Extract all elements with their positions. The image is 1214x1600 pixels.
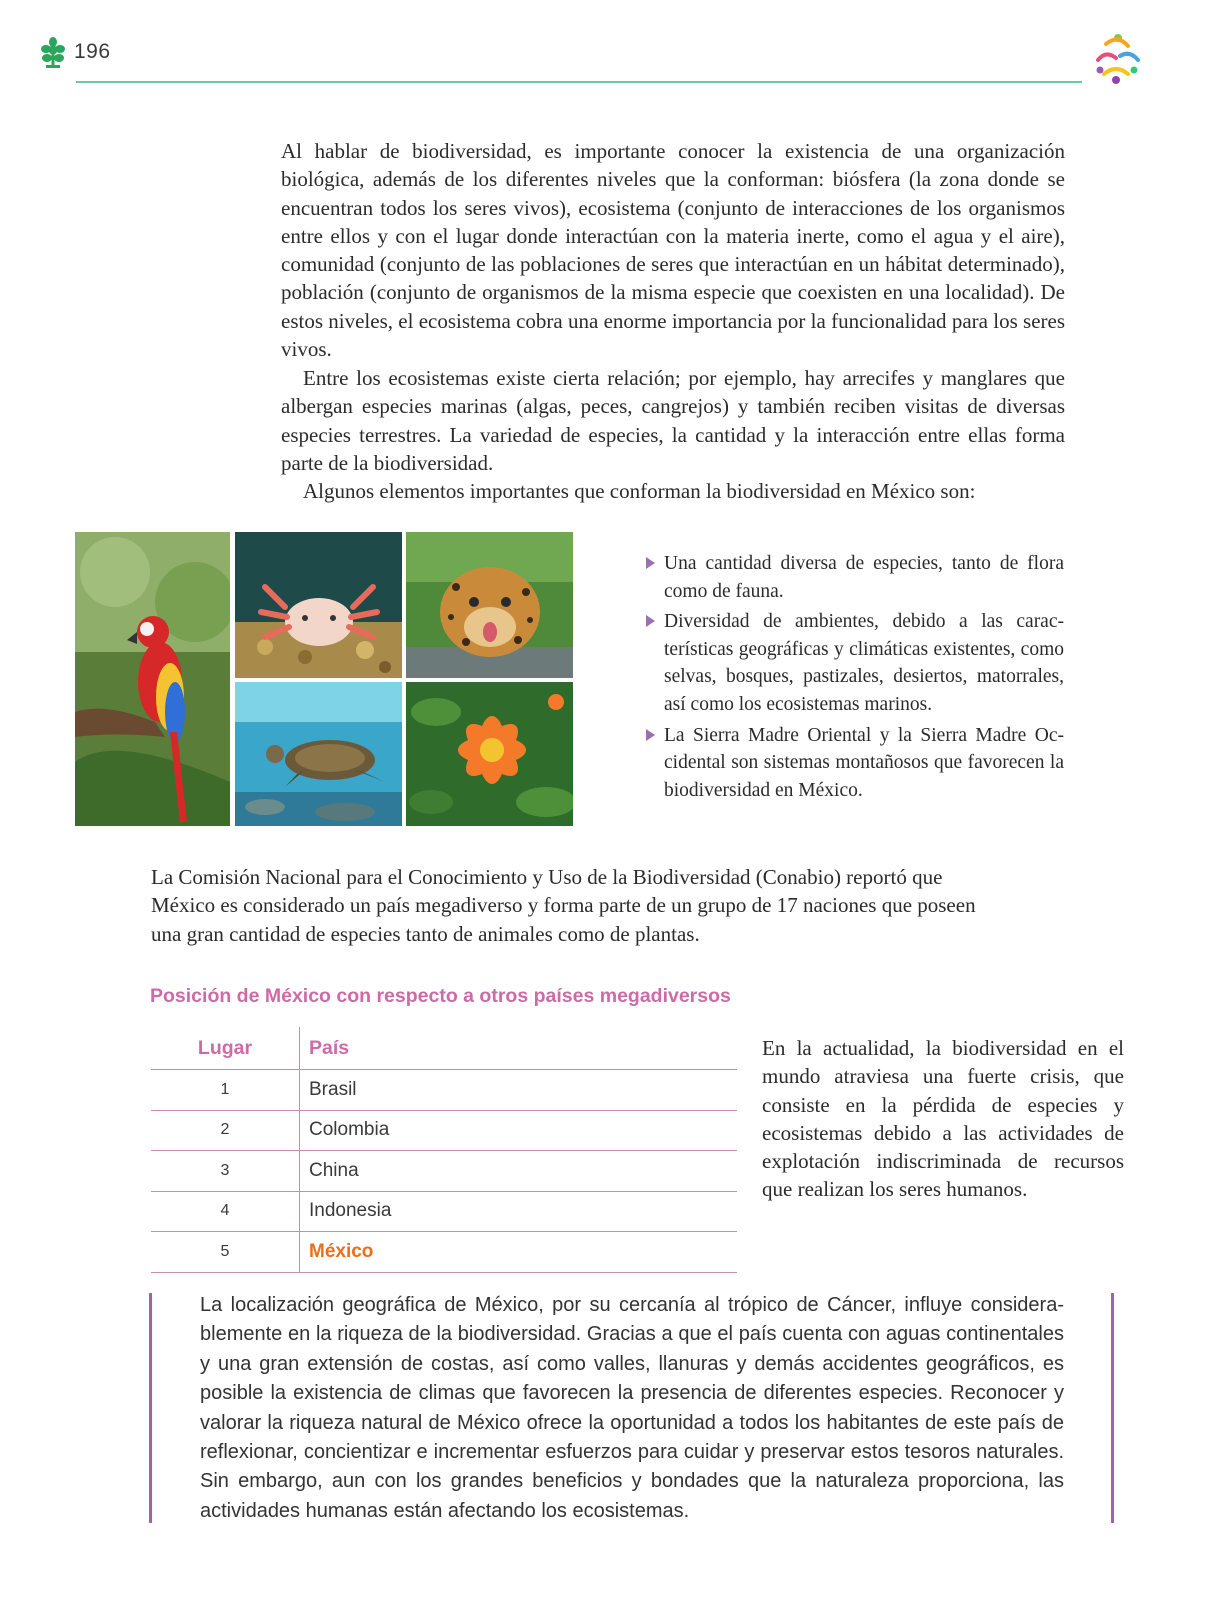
bullet-arrow-icon xyxy=(646,615,655,627)
table-header-row xyxy=(151,1027,737,1070)
country-cell-highlighted: México xyxy=(300,1232,738,1273)
list-item-text: Una cantidad diversa de especies, tanto de flora como de fauna. xyxy=(664,553,1064,602)
rank-cell: 3 xyxy=(151,1151,300,1192)
biodiversity-elements-list xyxy=(646,550,1064,807)
header-rule xyxy=(76,81,1082,83)
rank-cell: 1 xyxy=(151,1070,300,1111)
axolotl-photo xyxy=(235,532,402,678)
list-item xyxy=(646,550,1064,605)
colorful-figure-logo-icon xyxy=(1088,30,1144,86)
list-item-text: Diversidad de ambientes, debido a las características geográficas y climáticas existentes, como selvas, bosques, pastizales, desiertos, matorrales, así como los ecosistemas marinos. xyxy=(664,611,1064,715)
callout-text: La localización geográfica de México, por su cercanía al trópico de Cáncer, influye considerablemente en la riqueza de la biodiversidad. Gracias a que el país cuenta con aguas continentales y una gran extensión de costas, así como valles, llanuras y demás accidentes geográficos, es posible la existencia de climas que favorecen la presencia de diferentes especies. Reconocer y valorar la riqueza natural de México ofrece la oportunidad a todos los habitantes de este país de reflexionar, concientizar e incrementar esfuerzos para cuidar y preservar estos tesoros naturales. Sin embargo, aun con los grandes beneficios y bondades que la naturaleza proporciona, las actividades humanas están afectando los ecosistemas. xyxy=(200,1294,1064,1522)
rank-cell: 5 xyxy=(151,1232,300,1273)
sea-turtle-photo xyxy=(235,682,402,826)
table-row xyxy=(151,1070,737,1111)
bullet-arrow-icon xyxy=(646,557,655,569)
table-row xyxy=(151,1232,737,1273)
bullet-arrow-icon xyxy=(646,729,655,741)
leaf-emblem-icon xyxy=(40,36,66,70)
column-header-rank: Lugar xyxy=(151,1027,300,1070)
country-cell: Indonesia xyxy=(300,1191,738,1232)
page-number: 196 xyxy=(74,40,111,63)
country-cell: China xyxy=(300,1151,738,1192)
intro-paragraph-3: Algunos elementos importantes que conforman la biodiversidad en México son: xyxy=(303,479,976,503)
column-header-country: País xyxy=(300,1027,738,1070)
rank-cell: 2 xyxy=(151,1110,300,1151)
intro-paragraph-2: Entre los ecosistemas existe cierta relación; por ejemplo, hay arrecifes y manglares que albergan especies marinas (algas, peces, cangrejos) y también reciben visitas de diversas especies terrestres. La variedad de especies, la cantidad y la interacción entre ellas forma parte de la biodiversidad. xyxy=(281,366,1065,475)
jaguar-photo xyxy=(406,532,573,678)
callout-left-bar xyxy=(149,1293,152,1523)
table-row xyxy=(151,1110,737,1151)
photo-collage xyxy=(75,532,573,826)
macaw-photo xyxy=(75,532,230,826)
conabio-paragraph: La Comisión Nacional para el Conocimiento y Uso de la Biodiversidad (Conabio) reportó que México es considerado un país megadiverso y forma parte de un grupo de 17 naciones que poseen una gran cantidad de especies tanto de animales como de plantas. xyxy=(151,865,976,946)
table-row xyxy=(151,1151,737,1192)
country-cell: Colombia xyxy=(300,1110,738,1151)
orange-flower-photo xyxy=(406,682,573,826)
table-title: Posición de México con respecto a otros países megadiversos xyxy=(150,985,731,1007)
intro-paragraph-1: Al hablar de biodiversidad, es importante conocer la existencia de una organización biológica, además de los diferentes niveles que la conforman: biósfera (la zona donde se encuentran todos los seres vivos), ecosistema (conjunto de interacciones de los organismos entre ellos y con el lugar donde interactúan con la materia inerte, como el agua y el aire), comunidad (conjunto de las poblaciones de seres que interactúan en un hábitat determinado), población (conjunto de organismos de la misma especie que coexisten en una localidad). De estos niveles, el ecosistema cobra una enorme importancia por la funcionalidad para los seres vivos. xyxy=(281,139,1065,362)
list-item-text: La Sierra Madre Oriental y la Sierra Madre Occidental son sistemas montañosos que favorecen la biodiversidad en México. xyxy=(664,724,1064,801)
list-item xyxy=(646,722,1064,805)
list-item xyxy=(646,608,1064,718)
rank-cell: 4 xyxy=(151,1191,300,1232)
crisis-paragraph: En la actualidad, la biodiversidad en el mundo atraviesa una fuerte crisis, que consiste en la pérdida de especies y ecosistemas debido a las actividades de explotación indiscriminada de recursos que realizan los seres humanos. xyxy=(762,1036,1124,1202)
table-row xyxy=(151,1191,737,1232)
country-cell: Brasil xyxy=(300,1070,738,1111)
callout-right-bar xyxy=(1111,1293,1114,1523)
megadiverse-ranking-table xyxy=(151,1027,737,1273)
